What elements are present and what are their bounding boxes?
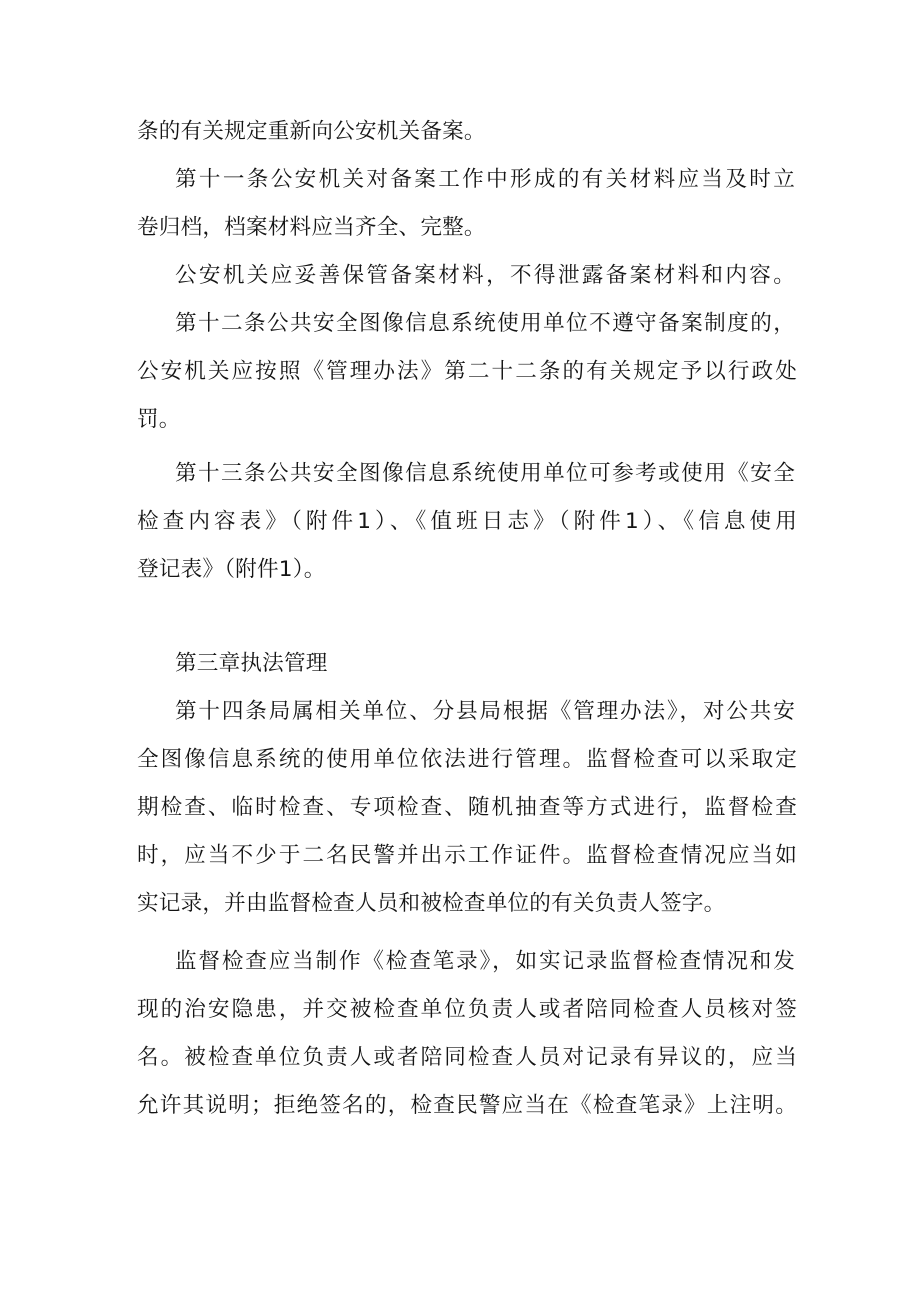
- continuation-line: 条的有关规定重新向公安机关备案。: [137, 119, 486, 144]
- article-14-para2-line-2: 现的治安隐患，并交被检查单位负责人或者陪同检查人员核对签: [137, 997, 797, 1022]
- article-14-line-5: 实记录，并由监督检查人员和被检查单位的有关负责人签字。: [137, 891, 726, 916]
- chapter-3-heading: 第三章执法管理: [175, 651, 328, 676]
- article-11-line-2: 卷归档，档案材料应当齐全、完整。: [137, 215, 486, 240]
- article-13-line-2: 检查内容表》（附件1）、《值班日志》（附件1）、《信息使用: [137, 509, 797, 534]
- article-14-line-2: 全图像信息系统的使用单位依法进行管理。监督检查可以采取定: [137, 747, 797, 772]
- article-12-line-2: 公安机关应按照《管理办法》第二十二条的有关规定予以行政处: [137, 359, 797, 384]
- article-14-para2-line-3: 名。被检查单位负责人或者陪同检查人员对记录有异议的，应当: [137, 1045, 797, 1070]
- article-14-line-3: 期检查、临时检查、专项检查、随机抽查等方式进行，监督检查: [137, 795, 797, 820]
- article-12-line-3: 罚。: [137, 407, 181, 432]
- article-14-para2-line-4: 允许其说明；拒绝签名的，检查民警应当在《检查笔录》上注明。: [137, 1093, 797, 1118]
- article-13-line-1: 第十三条公共安全图像信息系统使用单位可参考或使用《安全: [175, 461, 795, 486]
- article-13-line-3: 登记表》（附件1）。: [137, 557, 326, 582]
- article-12-line-1: 第十二条公共安全图像信息系统使用单位不遵守备案制度的，: [175, 311, 795, 336]
- article-14-line-4: 时，应当不少于二名民警并出示工作证件。监督检查情况应当如: [137, 843, 797, 868]
- article-14-line-1: 第十四条局属相关单位、分县局根据《管理办法》，对公共安: [175, 699, 795, 724]
- article-14-para2-line-1: 监督检查应当制作《检查笔录》，如实记录监督检查情况和发: [175, 949, 795, 974]
- article-11-para2-line-1: 公安机关应妥善保管备案材料，不得泄露备案材料和内容。: [175, 263, 795, 288]
- article-11-line-1: 第十一条公安机关对备案工作中形成的有关材料应当及时立: [175, 167, 795, 192]
